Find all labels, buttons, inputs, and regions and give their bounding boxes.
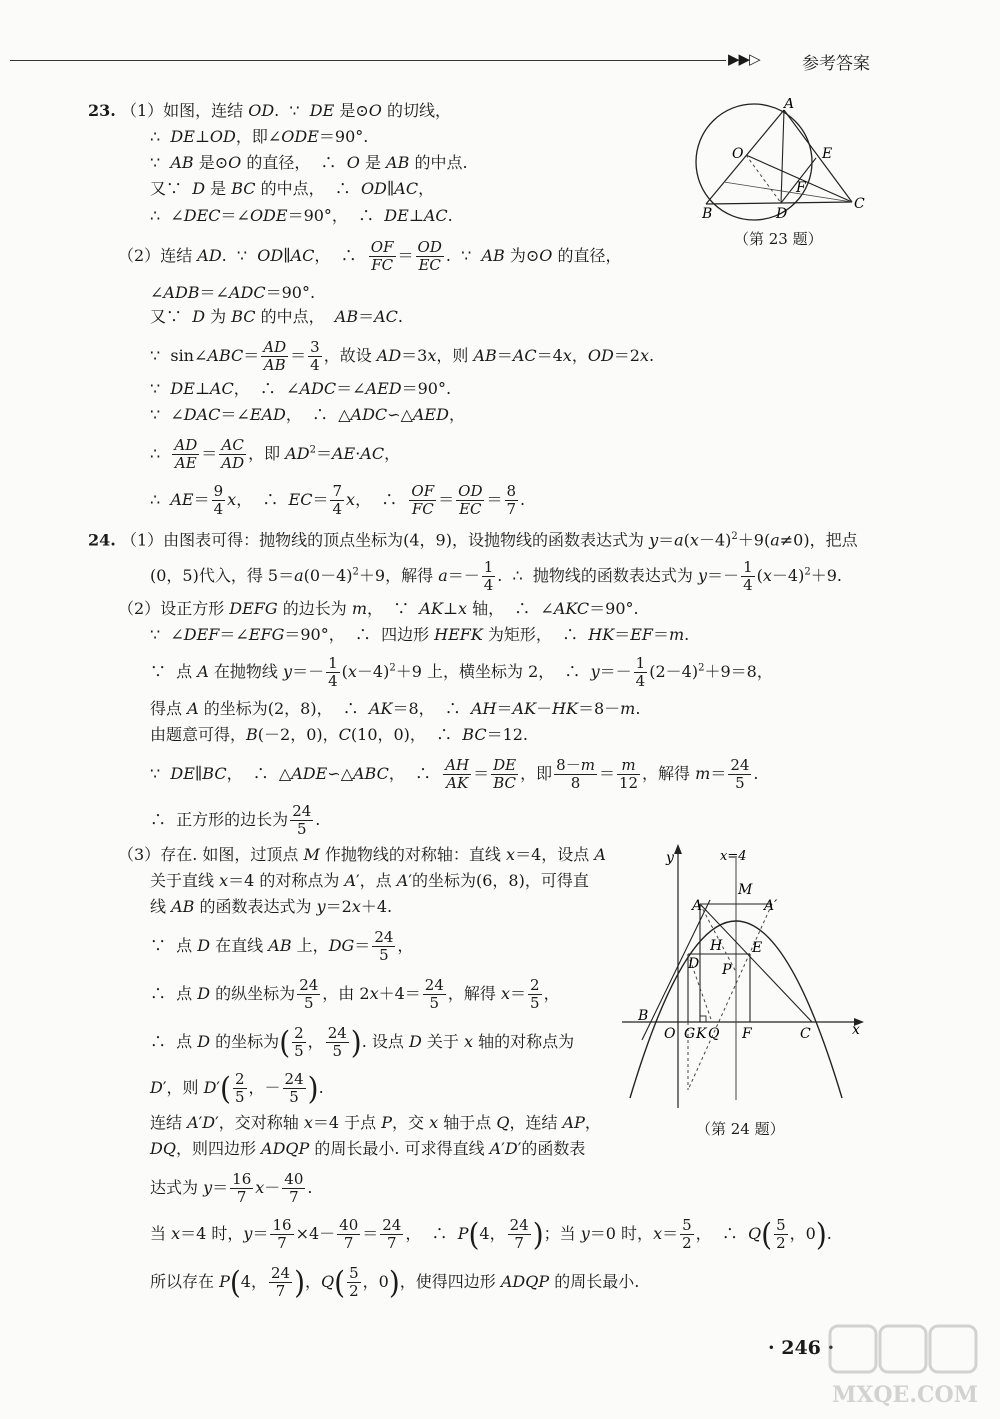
q23-line-6: （2）连结 AD. ∵ OD∥AC， ∴ $\frac{OF}{FC}$ ＝ $\frac{OD}{EC}$ . ∵ AB 为⊙O 的直径， (118, 238, 622, 274)
q23-line-4: 又∵ D 是 BC 的中点， ∴ OD∥AC， (150, 179, 435, 198)
header-title: 参考答案 (802, 54, 870, 74)
fig24-label-M: M (738, 882, 753, 898)
q24-line-10: （3）存在. 如图，过顶点 M 作抛物线的对称轴：直线 x＝4，设点 A (118, 845, 606, 864)
q23-part2-label: （2） (118, 246, 161, 265)
fig23-label-F: F (796, 180, 806, 196)
q23-line-3: ∵ AB 是⊙O 的直径， ∴ O 是 AB 的中点. (150, 153, 468, 172)
watermark-logo (820, 1322, 990, 1412)
q24-line-20: 当 x＝4 时，y＝ $\frac{16}{7}$ ×4－ $\frac{40}{7}$ ＝ $\frac{24}{7}$ ， ∴ P(4， $\frac{24}{7}$ )；当 y＝0 时，x＝ $\frac{5}{2}$ ， ∴ Q( $\frac{5}{2}$ ，0). (150, 1215, 832, 1253)
q24-line-7: 由题意可得，B(－2，0)，C(10，0)， ∴ BC＝12. (150, 725, 529, 744)
q24-line-13: ∵ 点 D 在直线 AB 上，DG＝ $\frac{24}{5}$ ， (150, 928, 414, 964)
q24-line-6: 得点 A 的坐标为(2，8)， ∴ AK＝8， ∴ AH＝AK－HK＝8－m. (150, 699, 641, 718)
q24-line-9: ∴ 正方形的边长为 $\frac{24}{5}$ . (150, 802, 321, 838)
q24-line-17: 连结 A′D′，交对称轴 x＝4 于点 P，交 x 轴于点 Q，连结 AP， (150, 1113, 601, 1132)
fig23-label-A: A (784, 98, 795, 112)
q24-line-21: 所以存在 P(4， $\frac{24}{7}$ )，Q( $\frac{5}{2}$ ，0)，使得四边形 ADQP 的周长最小. (150, 1263, 640, 1301)
fig23-caption: （第 23 题） (734, 230, 823, 248)
fig24-label-x: x (852, 1022, 860, 1038)
fig24-label-y: y (666, 850, 674, 866)
fig24-label-C: C (800, 1026, 811, 1042)
q24-line-19: 达式为 y＝ $\frac{16}{7}$ x－ $\frac{40}{7}$ . (150, 1170, 313, 1206)
q23-line-5: ∴ ∠DEC＝∠ODE＝90°， ∴ DE⊥AC. (150, 206, 453, 225)
page-number: · 246 · (768, 1337, 835, 1359)
fig24-label-G: G (684, 1026, 696, 1042)
q24-line-4: ∵ ∠DEF＝∠EFG＝90°， ∴ 四边形 HEFK 为矩形， ∴ HK＝EF＝m. (150, 625, 690, 644)
q23-line-1: 23. （1）如图，连结 OD. ∵ DE 是⊙O 的切线， (88, 101, 452, 120)
fig24-label-A2: A′ (764, 898, 778, 914)
fig24-label-D: D (688, 956, 700, 972)
fig24-label-P: P (722, 962, 732, 978)
q23-number: 23. (88, 101, 116, 120)
q24-number: 24. (88, 530, 116, 550)
q24-line-11: 关于直线 x＝4 的对称点为 A′，点 A′的坐标为(6，8)，可得直 (150, 871, 589, 890)
watermark-text: MXQE.COM (831, 1382, 979, 1408)
q23-part1-label: （1） (120, 101, 164, 120)
q23-line-2: ∴ DE⊥OD，即∠ODE＝90°. (150, 127, 369, 146)
q23-line-8: 又∵ D 为 BC 的中点， AB＝AC. (150, 307, 403, 326)
fig24-label-axis: x=4 (720, 849, 747, 864)
q24-line-16: D′，则 D′( $\frac{2}{5}$ ，－ $\frac{24}{5}$ ). (150, 1069, 324, 1107)
q24-line-18: DQ，则四边形 ADQP 的周长最小. 可求得直线 A′D′的函数表 (150, 1139, 586, 1158)
fig24-label-Q: Q (708, 1026, 720, 1042)
q24-line-1: 24. （1）由图表可得：抛物线的顶点坐标为(4，9)，设抛物线的函数表达式为 $y=a(x-4)^2+9(a\ne 0)$，把点 (88, 530, 858, 550)
fig23-label-B: B (702, 206, 713, 222)
fig24-label-A: A (692, 898, 703, 914)
q23-line-9: ∵ sin∠ABC＝ $\frac{AD}{AB}$ ＝ $\frac{3}{4}$ ，故设 AD＝3x，则 AB＝AC＝4x，OD＝2x. (150, 338, 655, 374)
fig24-label-O: O (664, 1026, 676, 1042)
q23-line-7: ∠ADB＝∠ADC＝90°. (150, 283, 316, 302)
q24-part2-label: （2） (118, 599, 161, 618)
q23-line-10: ∵ DE⊥AC， ∴ ∠ADC＝∠AED＝90°. (150, 379, 452, 398)
q24-line-15: ∴ 点 D 的坐标为( $\frac{2}{5}$ ， $\frac{24}{5}$ ). 设点 D 关于 x 轴的对称点为 (150, 1023, 575, 1061)
q24-line-14: ∴ 点 D 的纵坐标为 $\frac{24}{5}$ ，由 2x＋4＝ $\frac{24}{5}$ ，解得 x＝ $\frac{2}{5}$ ， (150, 976, 560, 1012)
q23-line-11: ∵ ∠DAC＝∠EAD， ∴ △ADC∽△AED， (150, 405, 465, 424)
fig24-label-B: B (638, 1008, 649, 1024)
q24-line-5: ∵ 点 A 在抛物线 y＝－ $\frac{1}{4}$ $(x-4)^2+9$ 上，横坐标为 2， ∴ y＝－ $\frac{1}{4}$ $(2-4)^2+9=8$， (150, 654, 773, 690)
fig23-label-O: O (732, 146, 744, 162)
header-arrows-icon: ▶▶▷ (728, 50, 760, 68)
figure-23 (688, 98, 870, 228)
fig24-label-H: H (710, 938, 723, 954)
fig24-label-E: E (752, 940, 763, 956)
q23-line-13: ∴ AE＝ $\frac{9}{4}$ x， ∴ EC＝ $\frac{7}{4}$ x， ∴ $\frac{OF}{FC}$ ＝ $\frac{OD}{EC}$ ＝ $\frac{8}{7}$ . (150, 482, 526, 518)
header-rule (10, 60, 726, 61)
fig23-label-D: D (776, 206, 788, 222)
q24-part3-label: （3） (118, 845, 161, 864)
figure-24 (622, 840, 870, 1112)
fig24-label-K: K (696, 1026, 707, 1042)
fig23-label-E: E (822, 146, 833, 162)
q24-part1-label: （1） (120, 530, 164, 550)
fig24-caption: （第 24 题） (696, 1120, 785, 1138)
fig23-label-C: C (854, 196, 865, 212)
q24-line-12: 线 AB 的函数表达式为 y＝2x＋4. (150, 897, 393, 916)
q24-line-8: ∵ DE∥BC， ∴ △ADE∽△ABC， ∴ $\frac{AH}{AK}$ ＝ $\frac{DE}{BC}$ ，即 $\frac{8-m}{8}$ ＝ $\frac{m}{12}$ ，解得 m＝ $\frac{24}{5}$ . (150, 756, 759, 792)
q24-line-3: （2）设正方形 DEFG 的边长为 m， ∵ AK⊥x 轴， ∴ ∠AKC＝90°. (118, 599, 639, 618)
fig24-label-F: F (742, 1026, 752, 1042)
q24-line-2: (0，5)代入，得 $5=a(0-4)^2+9$，解得 a＝－ $\frac{1}{4}$ . ∴ 抛物线的函数表达式为 y＝－ $\frac{1}{4}$ $(x-4)^2+9$. (150, 558, 842, 594)
q23-line-12: ∴ $\frac{AD}{AE}$ ＝ $\frac{AC}{AD}$ ，即 $AD^2=AE\cdot AC$， (150, 436, 401, 472)
